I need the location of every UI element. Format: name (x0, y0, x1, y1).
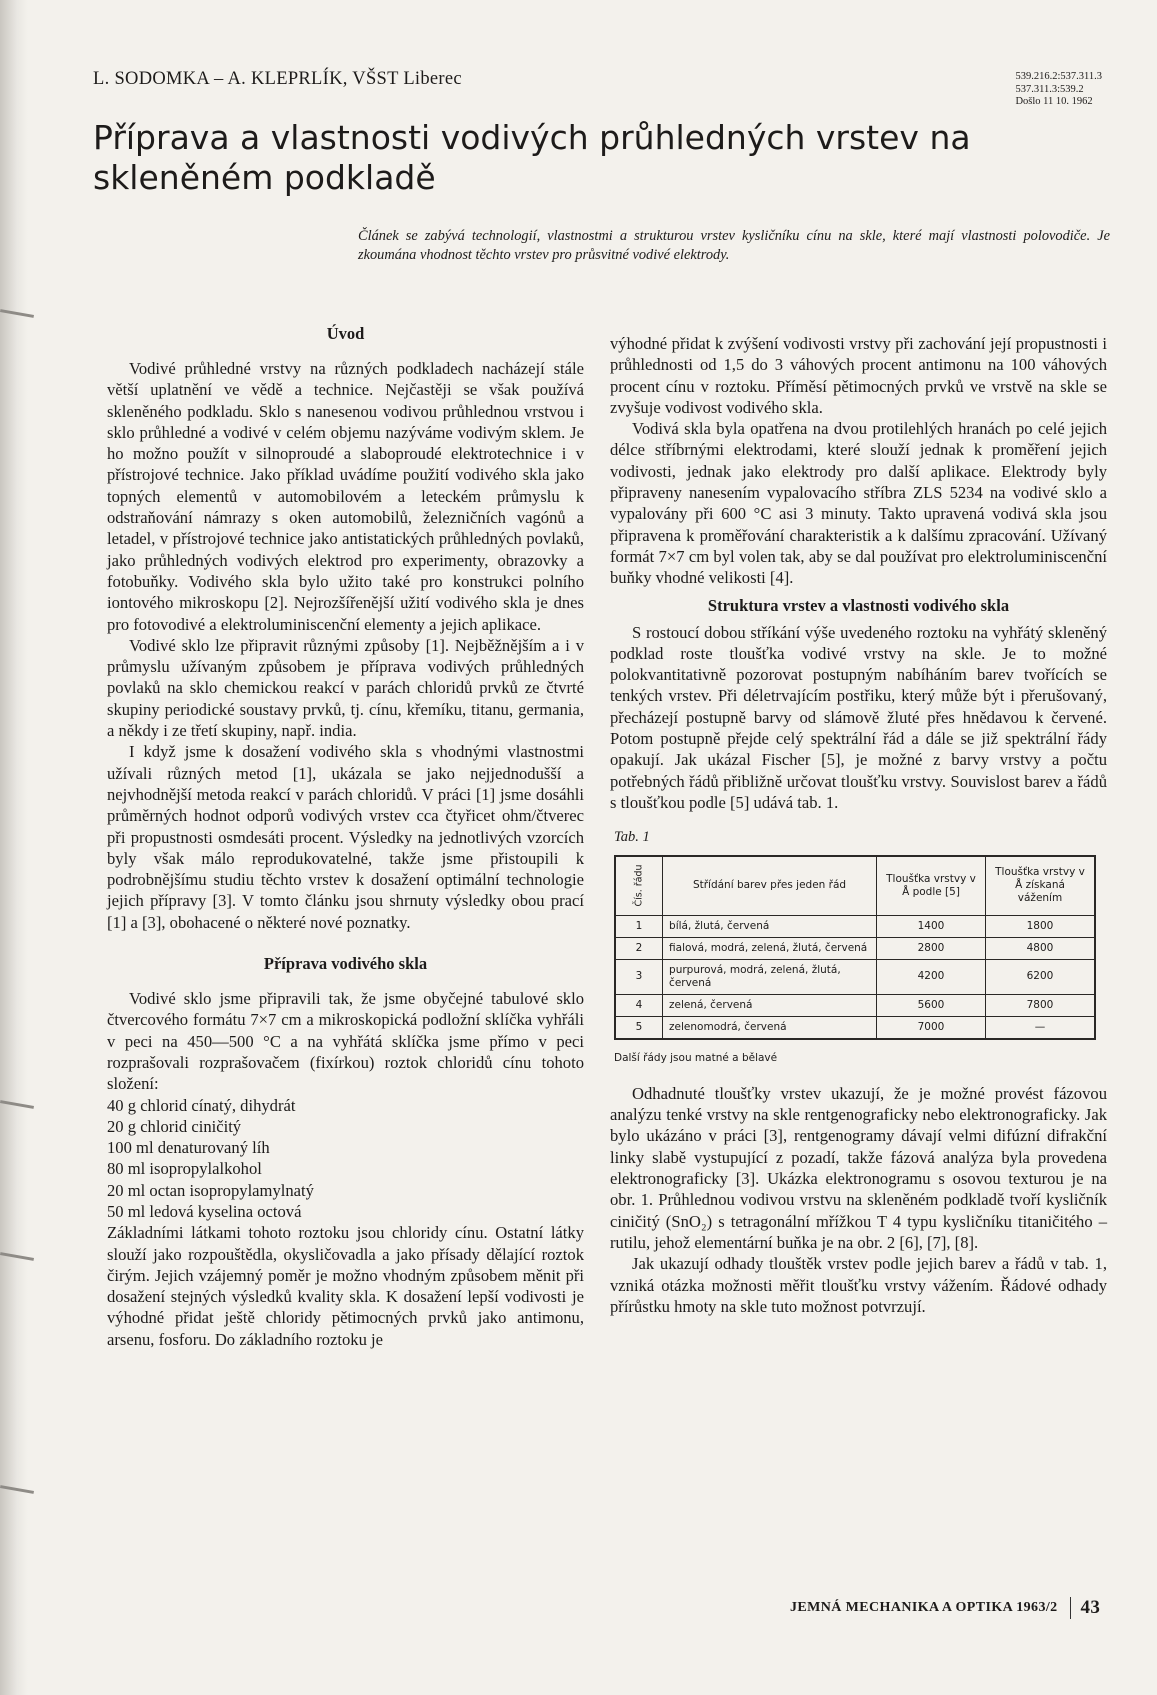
section-heading-struktura: Struktura vrstev a vlastnosti vodivého skla (707, 595, 1010, 615)
authors-line: L. SODOMKA – A. KLEPRLÍK, VŠST Liberec (93, 69, 462, 89)
paragraph: I když jsme k dosažení vodivého skla s vhodnými vlastnostmi užívali různých metod [1], ukázala se jako nejjednodušší a nejvhodnější metoda reakcí v parách chloridů. V práci [1] jsme dosáhli průměrných hodnot odporů vodivých vrstev cca čtyřicet ohm/čtverec při propustnosti osmdesáti procent. Výsledky na jednotlivých vzorcích byly však málo reprodukovatelné, takže jsme přistoupili k podrobnějšímu studiu těchto vrstev k dosažení optimální technologie jejich přípravy [3]. V tomto článku jsou shrnuty výsledky obou prací [1] a [3], obohacené o některé nové poznatky. (107, 742, 584, 932)
table-note: Další řády jsou matné a bělavé (614, 1051, 778, 1064)
journal-name: JEMNÁ MECHANIKA A OPTIKA 1963/2 (790, 1600, 1058, 1615)
article-abstract: Článek se zabývá technologií, vlastnostmi a strukturou vrstev kysličníku cínu na skle, které mají vlastnosti polovodiče. Je zkoumána vhodnost těchto vrstev pro průsvitné vodivé elektrody. (358, 228, 1110, 263)
table-cell: 4200 (877, 959, 986, 994)
ingredient-item: 50 ml ledová kyselina octová (107, 1201, 302, 1221)
table-row (615, 1016, 1095, 1039)
table-cell: fialová, modrá, zelená, žlutá, červená (663, 937, 877, 959)
right-column (610, 333, 1107, 1317)
udc-metadata (1015, 71, 1102, 109)
table-cell: 1800 (986, 915, 1096, 937)
table-cell: 4 (615, 994, 663, 1016)
left-column (107, 323, 584, 1350)
table-cell: 3 (615, 959, 663, 994)
table-row (615, 915, 1095, 937)
udc-code: 537.311.3:539.2 (1015, 83, 1084, 95)
table-caption: Tab. 1 (614, 829, 650, 846)
footer-divider (1070, 1597, 1071, 1619)
table-cell: 2 (615, 937, 663, 959)
paragraph: Vodivé průhledné vrstvy na různých podkladech nacházejí stále větší uplatnění ve vědě a technice. Nejčastěji se však používá skleněného podkladu. Sklo s nanesenou vodivou průhlednou vrstvou i sklo průhledné a vodivé v celém objemu nazýváme vodivým sklem. Je ho možno použít v silnoproudé a slaboproudé elektrotechnice i v přístrojové technice. Jako příklad uvádíme použití vodivého skla jako topných elementů v automobilovém a leteckém průmyslu k odstraňování námrazy s oken automobilů, železničních vagónů a letadel, v přístrojové technice jako antistatických průhledných povlaků, jako průhledných vodivých elektrod pro experimenty, obrazovky a fotobuňky. Vodivého skla bylo užito také pro konstrukci polního iontového mikroskopu [2]. Nejrozšířenější užití vodivého skla je dnes pro fotovodivé a elektroluminiscenční elementy a jejich aplikace. (107, 359, 584, 634)
ingredient-item: 80 ml isopropylalkohol (107, 1159, 262, 1179)
page-binding-shadow (0, 0, 28, 1695)
table-row (615, 937, 1095, 959)
ingredient-item: 40 g chlorid cínatý, dihydrát (107, 1095, 296, 1115)
paragraph: S rostoucí dobou stříkání výše uvedeného roztoku na vyhřátý skleněný podklad roste tloušťka vodivé vrstvy na skle. Je to možné polokvantitativně pozorovat postupným nabíháním barev tvořících se tenkých vrstev. Při déletrvajícím postřiku, který může být i přerušovaný, přecházejí postupně barvy od slámově žluté přes hnědavou k červené. Potom postupně přejde celý spektrální řád a dále se již spektrální řády opakují. Jak ukázal Fischer [5], je možné z barvy vrstvy a počtu potřebných řádů přibližně určovat tloušťku vrstvy. Souvislost barev a řádů s tloušťkou podle [5] udává tab. 1. (610, 622, 1107, 812)
table-header-cell: Střídání barev přes jeden řád (663, 856, 877, 916)
table-cell: 5 (615, 1016, 663, 1039)
table-cell: zelenomodrá, červená (663, 1016, 877, 1039)
ingredient-item: 20 g chlorid ciničitý (107, 1116, 242, 1136)
table-header-cell: Čís. řádu (615, 856, 663, 916)
table-cell: — (986, 1016, 1096, 1039)
table-cell: 7800 (986, 994, 1096, 1016)
paragraph: Vodivé sklo jsme připravili tak, že jsme obyčejné tabulové sklo čtvercového formátu 7×7 cm a mikroskopická podložní sklíčka vyhřáli v peci na 450—500 °C a na vyhřátá sklíčka jsme přímo v peci rozprašovali rozprašovačem (fixírkou) roztok chloridů cínu tohoto složení: (107, 989, 584, 1094)
table-cell: 1400 (877, 915, 986, 937)
paragraph: Základními látkami tohoto roztoku jsou chloridy cínu. Ostatní látky slouží jako rozpouštědla, okysličovadla a jako přísady dělající roztok čirým. Jejich vzájemný poměr je možno vhodným způsobem měnit při dosažení stejných výsledků kvality skla. K dosažení lepší vodivosti je výhodné přidat ještě chloridy pětimocných prvků jako antimonu, arsenu, fosforu. Do základního roztoku je (107, 1223, 584, 1349)
table-cell: 7000 (877, 1016, 986, 1039)
table-row (615, 959, 1095, 994)
article-title: Příprava a vlastnosti vodivých průhledných vrstev na skleněném podkladě (93, 118, 971, 197)
section-heading-priprava: Příprava vodivého skla (263, 954, 428, 974)
page-number: 43 (1080, 1597, 1101, 1618)
table-cell: 2800 (877, 937, 986, 959)
paragraph: Odhadnuté tloušťky vrstev ukazují, že je možné provést fázovou analýzu tenké vrstvy na skle rentgenograficky nebo elektronograficky. Jak bylo ukázáno v práci [3], rentgenogramy dávají velmi difúzní difrakční linky slabě vystupující z pozadí, takže fázová analýza byla provedena elektronograficky [3]. Ukázka elektronogramu s osovou texturou je na obr. 1. Průhlednou vodivou vrstvu na skleněném podkladě tvoří kysličník ciničitý (SnO₂) s tetragonální mřížkou T 4 typu kysličníku titaničitého – rutilu, jehož elementární buňka je na obr. 2 [6], [7], [8]. (610, 1083, 1107, 1252)
table-header-row (615, 856, 1095, 916)
table-cell: bílá, žlutá, červená (663, 915, 877, 937)
paragraph: výhodné přidat k zvýšení vodivosti vrstvy při zachování její propustnosti i průhlednosti od 1,5 do 3 váhových procent antimonu na 100 váhových procent cínu v roztoku. Příměsí pětimocných prvků ve vrstvě na skle se zvyšuje vodivost vodivého skla. (610, 334, 1107, 417)
paragraph: Vodivé sklo lze připravit různými způsoby [1]. Nejběžnějším a i v průmyslu užívaným způsobem je příprava vodivých průhledných povlaků na sklo chemickou reakcí v parách chloridů prvků ze čtvrté skupiny periodické soustavy prvků, tj. cínu, křemíku, titanu, germania, a někdy i ze třetí skupiny, např. india. (107, 635, 584, 741)
table-row (615, 994, 1095, 1016)
ingredient-list (107, 1095, 584, 1223)
udc-code: 539.216.2:537.311.3 (1015, 71, 1102, 82)
table-cell: 6200 (986, 959, 1096, 994)
color-order-table (614, 855, 1096, 1040)
paragraph: Vodivá skla byla opatřena na dvou protilehlých hranách po celé jejich délce stříbrnými elektrodami, které slouží jednak k proměření jejich vodivosti, jednak jako elektrody pro další aplikace. Elektrody byly připraveny nanesením vypalovacího stříbra ZLS 5234 na vodivé sklo a vypalovány při 600 °C asi 3 minuty. Takto upravená vodivá skla jsou připravena k proměřování charakteristik a k dalšímu zpracování. Užívaný formát 7×7 cm byl volen tak, aby se dal používat pro elektroluminiscenční buňky vhodné velikosti [4]. (610, 419, 1107, 588)
table-cell: 1 (615, 915, 663, 937)
ingredient-item: 100 ml denaturovaný líh (107, 1138, 270, 1158)
page-footer (790, 1597, 1100, 1619)
table-cell: purpurová, modrá, zelená, žlutá, červená (663, 959, 877, 994)
section-heading-uvod: Úvod (326, 324, 365, 343)
table-header-cell: Tloušťka vrstvy v Å podle [5] (877, 856, 986, 916)
table-header-cell: Tloušťka vrstvy v Å získaná vážením (986, 856, 1096, 916)
table-cell: zelená, červená (663, 994, 877, 1016)
ingredient-item: 20 ml octan isopropylamylnatý (107, 1180, 314, 1200)
table-cell: 4800 (986, 937, 1096, 959)
received-date: Došlo 11 10. 1962 (1015, 96, 1093, 107)
paragraph: Jak ukazují odhady tlouštěk vrstev podle jejich barev a řádů v tab. 1, vzniká otázka možnosti měřit tloušťku vrstvy vážením. Řádové odhady přírůstku hmoty na skle tuto možnost potvrzují. (610, 1254, 1107, 1316)
table-cell: 5600 (877, 994, 986, 1016)
